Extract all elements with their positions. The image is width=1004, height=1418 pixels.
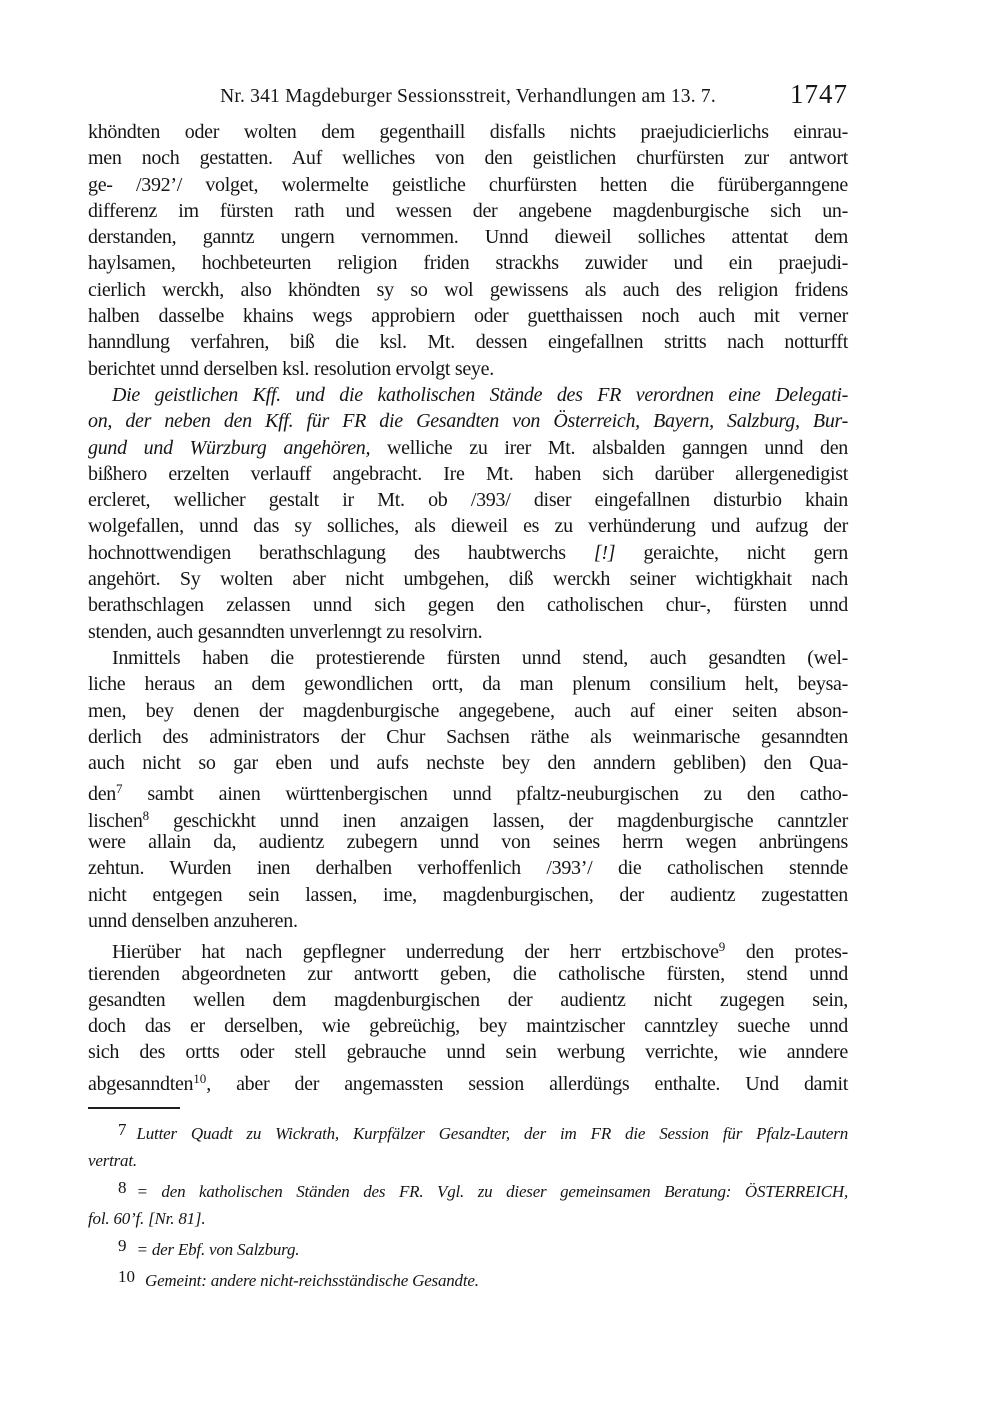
text-segment: welliche zu irer Mt. alsbalden ganngen unnd den bbox=[370, 436, 848, 459]
footnote-line bbox=[88, 1232, 848, 1263]
footnote-text: Lutter Quadt zu Wickrath, Kurpfälzer Gesandter, der im FR die Session für Pfalz-Lautern bbox=[136, 1123, 848, 1143]
text-segment: men, bey denen der magdenburgische angegebene, auch auf einer seiten abson- bbox=[88, 699, 848, 722]
footnote-line bbox=[88, 1263, 848, 1294]
text-line bbox=[88, 250, 848, 276]
paragraph bbox=[88, 382, 848, 645]
body-text bbox=[88, 119, 848, 1095]
footnote-number: 9 bbox=[118, 1235, 127, 1255]
text-line bbox=[88, 592, 848, 618]
text-segment: nicht entgegen sein lassen, ime, magdenburgischen, der audientz zugestatten bbox=[88, 883, 848, 906]
text-segment: angehört. Sy wolten aber nicht umbgehen, diß werckh seiner wichtigkhait nach bbox=[88, 568, 848, 591]
text-segment: zehtun. Wurden inen derhalben verhoffenlich /393’/ die catholischen stennde bbox=[88, 857, 848, 880]
page-number: 1747 bbox=[790, 79, 848, 109]
text-column bbox=[88, 79, 848, 1294]
text-segment: hochnottwendigen berathschlagung des haubtwerchs bbox=[88, 541, 594, 564]
text-line bbox=[88, 1039, 848, 1065]
text-line bbox=[88, 487, 848, 513]
text-line bbox=[88, 1013, 848, 1039]
text-line bbox=[88, 908, 848, 934]
text-segment: Die geistlichen Kff. und die katholischen Stände des FR verordnen eine Delegati- bbox=[112, 383, 848, 406]
text-line bbox=[88, 303, 848, 329]
text-line bbox=[88, 435, 848, 461]
text-segment: doch das er derselben, wie gebreüchig, bey maintzischer canntzley sueche unnd bbox=[88, 1015, 848, 1038]
text-line bbox=[88, 224, 848, 250]
footnote-number: 7 bbox=[118, 1119, 127, 1139]
text-segment: halben dasselbe khains wegs approbiern oder guetthaissen noch auch mit verner bbox=[88, 305, 848, 328]
footnote-text: = der Ebf. von Salzburg. bbox=[136, 1239, 300, 1259]
footnote-ref: 7 bbox=[115, 781, 123, 797]
text-line bbox=[88, 961, 848, 987]
text-segment: men noch gestatten. Auf welliches von den geistlichen churfürsten zur antwort bbox=[88, 147, 848, 170]
text-line bbox=[88, 671, 848, 697]
footnote-number: 8 bbox=[118, 1177, 127, 1197]
text-segment: hanndlung verfahren, biß die ksl. Mt. dessen eingefallnen stritts nach notturfft bbox=[88, 331, 848, 354]
text-segment: den bbox=[88, 783, 116, 806]
running-title: Nr. 341 Magdeburger Sessionsstreit, Verhandlungen am 13. 7. bbox=[220, 86, 716, 107]
footnote-line bbox=[88, 1116, 848, 1147]
text-line bbox=[88, 724, 848, 750]
footnote-text: Gemeint: andere nicht-reichsständische Gesandte. bbox=[145, 1270, 479, 1290]
page-header bbox=[88, 79, 848, 110]
text-segment: gund und Würzburg angehören, bbox=[88, 436, 371, 459]
text-segment: ge- /392’/ volget, wolermelte geistliche churfürsten hetten die fürüberganngene bbox=[88, 173, 848, 196]
footnote-text: fol. 60’f. [Nr. 81]. bbox=[88, 1208, 206, 1228]
text-line bbox=[88, 566, 848, 592]
text-line bbox=[88, 119, 848, 145]
footnote bbox=[88, 1263, 848, 1294]
text-segment: geschickht unnd inen anzaigen lassen, der magdenburgische canntzler bbox=[149, 809, 848, 832]
text-line bbox=[88, 382, 848, 408]
text-line bbox=[88, 882, 848, 908]
text-line bbox=[88, 750, 848, 776]
text-line bbox=[88, 198, 848, 224]
text-line bbox=[88, 461, 848, 487]
text-segment: khöndten oder wolten dem gegenthaill disfalls nichts praejudicierlichs einrau- bbox=[88, 121, 848, 143]
text-segment: abgesanndten bbox=[88, 1072, 194, 1095]
text-line bbox=[88, 619, 848, 645]
text-line bbox=[88, 513, 848, 539]
text-segment: lischen bbox=[88, 809, 143, 832]
paragraph bbox=[88, 645, 848, 934]
text-segment: berathschlagen zelassen unnd sich gegen den catholischen chur-, fürsten unnd bbox=[88, 594, 848, 617]
text-segment: differenz im fürsten rath und wessen der angebene magdenburgische sich un- bbox=[88, 199, 848, 222]
text-line bbox=[88, 145, 848, 171]
text-segment: , aber der angemassten session allerdüngs enthalte. Und damit bbox=[206, 1072, 848, 1095]
text-line bbox=[88, 987, 848, 1013]
text-segment: Inmittels haben die protestierende fürsten unnd stend, auch gesandten (wel- bbox=[112, 646, 848, 669]
text-segment: ercleret, wellicher gestalt ir Mt. ob /393/ diser eingefallnen disturbio khain bbox=[88, 489, 848, 512]
text-line bbox=[88, 934, 848, 964]
footnote-number: 10 bbox=[118, 1266, 135, 1286]
text-segment: cierlich werckh, also khöndten sy so wol gewissens als auch des religion fridens bbox=[88, 278, 848, 301]
text-segment: sambt ainen württenbergischen unnd pfaltz-neuburgischen zu den catho- bbox=[122, 783, 848, 806]
text-line bbox=[88, 172, 848, 198]
footnote bbox=[88, 1116, 848, 1174]
footnote bbox=[88, 1174, 848, 1232]
text-line bbox=[88, 698, 848, 724]
text-line bbox=[88, 1066, 848, 1095]
text-segment: berichtet unnd derselben ksl. resolution ervolgt seye. bbox=[88, 357, 494, 380]
paragraph bbox=[88, 119, 848, 382]
text-line bbox=[88, 408, 848, 434]
footnote-ref: 8 bbox=[142, 807, 150, 823]
text-segment: sich des ortts oder stell gebrauche unnd sein werbung verrichte, wie anndere bbox=[88, 1041, 848, 1064]
text-segment: auch nicht so gar eben und aufs nechste bey den anndern gebliben) den Qua- bbox=[88, 752, 848, 775]
footnote-ref: 9 bbox=[718, 939, 726, 955]
text-segment: derstanden, ganntz ungern vernommen. Unnd dieweil solliches attentat dem bbox=[88, 226, 848, 249]
text-line bbox=[88, 645, 848, 671]
text-segment: [!] bbox=[593, 541, 616, 564]
text-segment: haylsamen, hochbeteurten religion friden strackhs zuwider und ein praejudi- bbox=[88, 252, 848, 275]
text-line bbox=[88, 829, 848, 855]
footnote bbox=[88, 1232, 848, 1263]
text-segment: gesandten wellen dem magdenburgischen der audientz nicht zugegen sein, bbox=[88, 988, 848, 1011]
text-segment: den protes- bbox=[725, 941, 848, 964]
text-segment: derlich des administrators der Chur Sachsen räthe als weinmarische gesanndten bbox=[88, 725, 848, 748]
paragraph bbox=[88, 934, 848, 1095]
footnote-line bbox=[88, 1205, 848, 1232]
text-line bbox=[88, 540, 848, 566]
footnote-line bbox=[88, 1174, 848, 1205]
text-segment: stenden, auch gesanndten unverlenngt zu resolvirn. bbox=[88, 620, 483, 643]
footnote-text: = den katholischen Ständen des FR. Vgl. zu dieser gemeinsamen Beratung: ÖSTERREICH, bbox=[136, 1181, 848, 1201]
text-segment: wolgefallen, unnd das sy solliches, als dieweil es zu verhünderung und aufzug der bbox=[88, 515, 848, 538]
text-line bbox=[88, 329, 848, 355]
text-segment: liche heraus an dem gewondlichen ortt, da man plenum consilium helt, beysa- bbox=[88, 673, 848, 696]
text-segment: on, der neben den Kff. für FR die Gesandten von Österreich, Bayern, Salzburg, Bur- bbox=[88, 410, 848, 433]
text-line bbox=[88, 356, 848, 382]
text-line bbox=[88, 855, 848, 881]
text-segment: geraichte, nicht gern bbox=[615, 541, 848, 564]
footnote-ref: 10 bbox=[193, 1070, 207, 1086]
footnote-line bbox=[88, 1147, 848, 1174]
text-line bbox=[88, 776, 848, 806]
text-segment: were allain da, audientz zubegern unnd von seines herrn wegen anbrüngens bbox=[88, 831, 848, 854]
footnote-text: vertrat. bbox=[88, 1150, 137, 1170]
text-segment: unnd denselben anzuheren. bbox=[88, 909, 298, 932]
footnotes bbox=[88, 1116, 848, 1294]
text-segment: bißhero erzelten verlauff angebracht. Ire Mt. haben sich darüber allergenedigist bbox=[88, 462, 848, 485]
text-segment: Hierüber hat nach gepflegner underredung der herr ertzbischove bbox=[112, 941, 719, 964]
text-line bbox=[88, 803, 848, 832]
footnote-separator bbox=[88, 1107, 180, 1109]
text-segment: tierenden abgeordneten zur antwortt geben, die catholische fürsten, stend unnd bbox=[88, 962, 848, 985]
text-line bbox=[88, 277, 848, 303]
